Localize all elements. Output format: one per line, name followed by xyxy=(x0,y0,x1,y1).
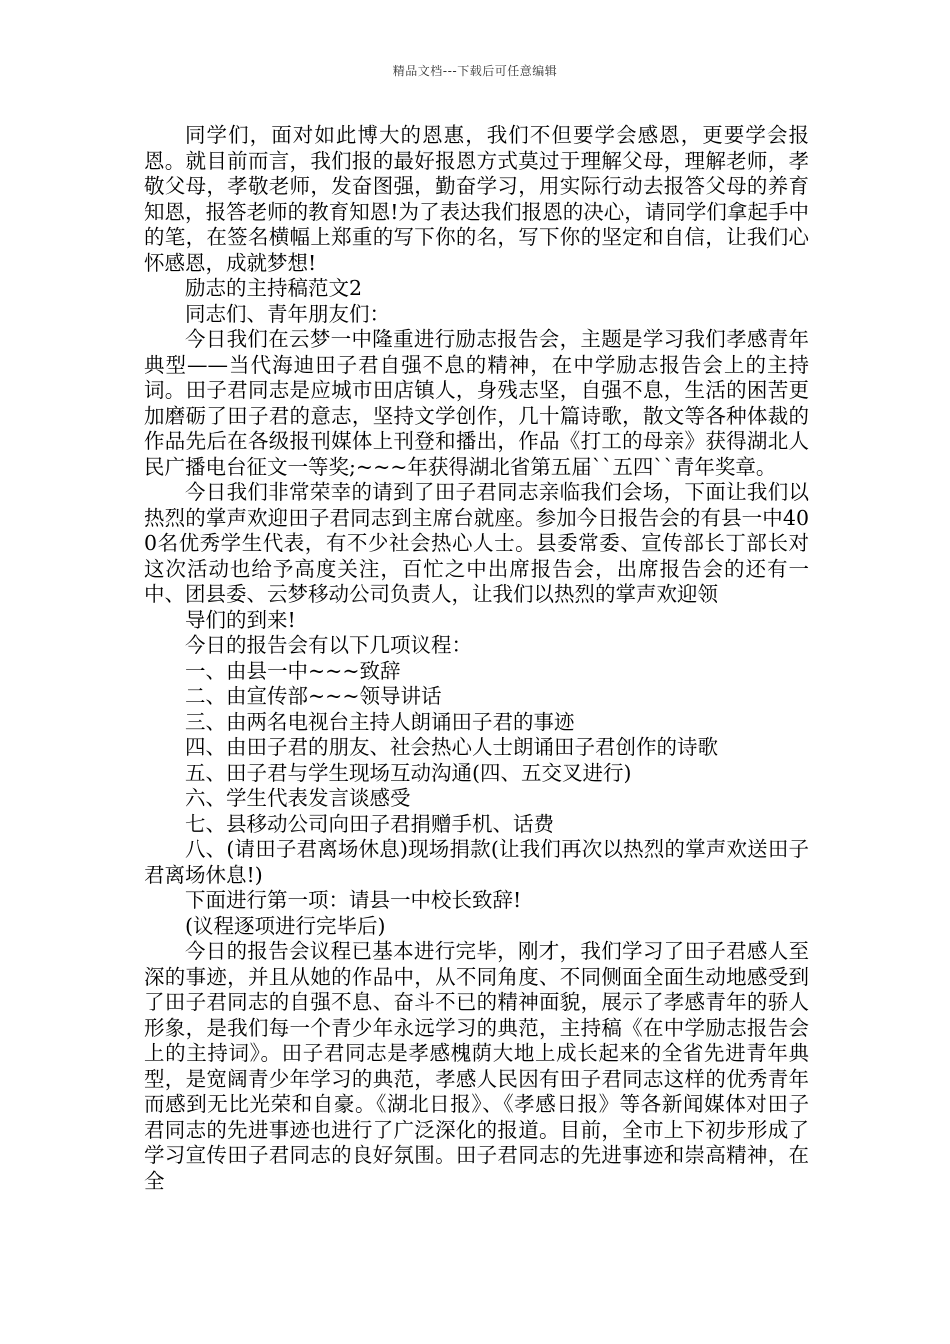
paragraph-intro: 今日我们在云梦一中隆重进行励志报告会，主题是学习我们孝感青年典型——当代海迪田子君自强不息的精神，在中学励志报告会上的主持词。田子君同志是应城市田店镇人，身残志坚，自强不息，生活的困苦更加磨砺了田子君的意志，坚持文学创作，几十篇诗歌，散文等各种体裁的作品先后在各级报刊媒体上刊登和播出，作品《打工的母亲》获得湖北人民广播电台征文一等奖;~~~年获得湖北省第五届``五四``青年奖章。 xyxy=(144,327,809,479)
agenda-item-8: 八、(请田子君离场休息)现场捐款(让我们再次以热烈的掌声欢送田子君离场休息!) xyxy=(144,837,809,887)
agenda-item-6: 六、学生代表发言谈感受 xyxy=(185,786,411,810)
agenda-item-4: 四、由田子君的朋友、社会热心人士朗诵田子君创作的诗歌 xyxy=(185,735,718,759)
paragraph-gratitude: 同学们，面对如此博大的恩惠，我们不但要学会感恩，更要学会报恩。就目前而言，我们报的最好报恩方式莫过于理解父母，理解老师，孝敬父母，孝敬老师，发奋图强，勤奋学习，用实际行动去报答父母的养育知恩，报答老师的教育知恩!为了表达我们报恩的决心，请同学们拿起手中的笔，在签名横幅上郑重的写下你的名，写下你的坚定和自信，让我们心怀感恩，成就梦想! xyxy=(144,123,809,275)
paragraph-first-item: 下面进行第一项：请县一中校长致辞! xyxy=(185,888,522,912)
agenda-heading: 今日的报告会有以下几项议程： xyxy=(185,633,472,657)
salutation: 同志们、青年朋友们： xyxy=(185,301,390,326)
agenda-item-2: 二、由宣传部~~~领导讲话 xyxy=(185,684,442,708)
paragraph-after-agenda: (议程逐项进行完毕后) xyxy=(185,913,386,938)
agenda-item-7: 七、县移动公司向田子君捐赠手机、话费 xyxy=(185,811,554,836)
paragraph-closing: 今日的报告会议程已基本进行完毕，刚才，我们学习了田子君感人至深的事迹，并且从她的作品中，从不同角度、不同侧面全面生动地感受到了田子君同志的自强不息、奋斗不已的精神面貌，展示了孝感青年的骄人形象，是我们每一个青少年永远学习的典范，主持稿《在中学励志报告会上的主持词》。田子君同志是孝感槐荫大地上成长起来的全省先进青年典型，是宽阔青少年学习的典范，孝感人民因有田子君同志这样的优秀青年而感到无比光荣和自豪。《湖北日报》、《孝感日报》等各新闻媒体对田子君同志的先进事迹也进行了广泛深化的报道。目前，全市上下初步形成了学习宣传田子君同志的良好氛围。田子君同志的先进事迹和崇高精神，在全 xyxy=(144,939,809,1193)
agenda-item-1: 一、由县一中~~~致辞 xyxy=(185,658,401,683)
agenda-item-5: 五、田子君与学生现场互动沟通(四、五交叉进行) xyxy=(185,760,632,785)
paragraph-welcome-cont: 导们的到来! xyxy=(185,607,296,632)
section-title: 励志的主持稿范文2 xyxy=(185,276,363,300)
paragraph-welcome: 今日我们非常荣幸的请到了田子君同志亲临我们会场，下面让我们以热烈的掌声欢迎田子君同志到主席台就座。参加今日报告会的有县一中400名优秀学生代表，有不少社会热心人士。县委常委、宣传部长丁部长对这次活动也给予高度关注，百忙之中出席报告会，出席报告会的还有一中、团县委、云梦移动公司负责人，让我们以热烈的掌声欢迎领 xyxy=(144,480,809,606)
agenda-item-3: 三、由两名电视台主持人朗诵田子君的事迹 xyxy=(185,709,575,734)
document-body xyxy=(144,123,809,1194)
page-header: 精品文档---下载后可任意编辑 xyxy=(392,64,558,78)
